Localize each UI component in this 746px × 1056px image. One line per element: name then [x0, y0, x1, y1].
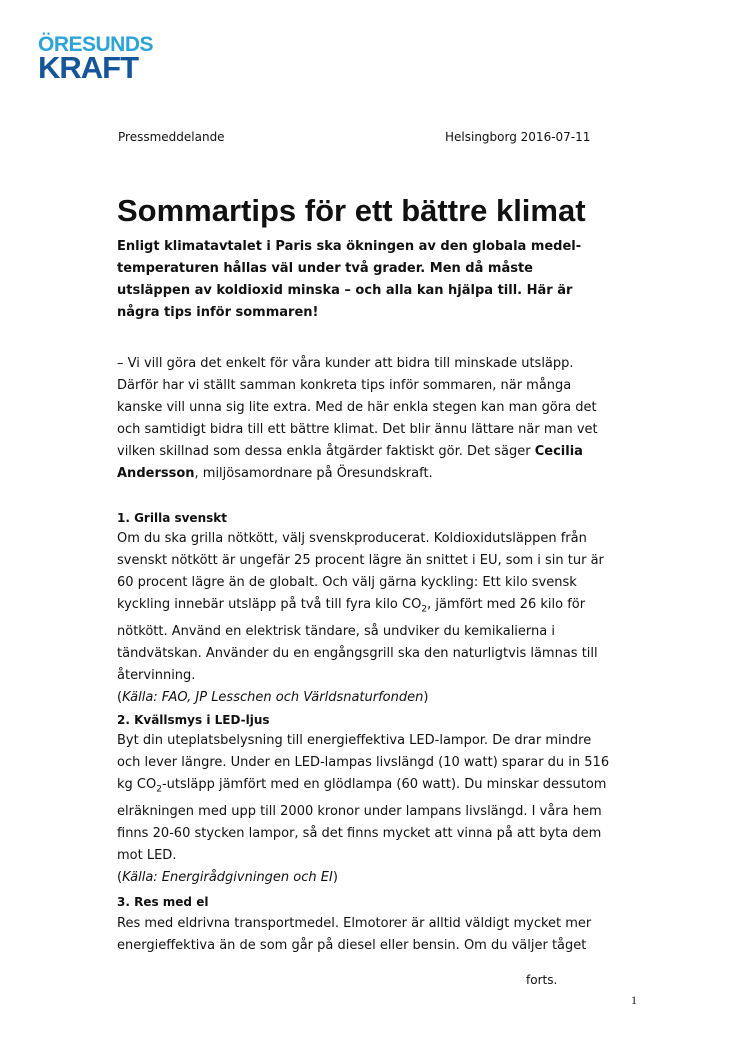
tip-2-source-close: )	[332, 869, 338, 885]
tip-2-source-text: Källa: Energirådgivningen och EI	[122, 869, 333, 885]
tip-2-text-before: Byt din uteplatsbelysning till energieffektiva LED-lampor. De drar mindre och lever längre. Under en LED-lampas livslängd (10 watt) sparar du in 516 kg CO	[117, 733, 610, 792]
tip-2-body	[117, 730, 612, 889]
tip-2-source	[117, 867, 612, 889]
tip-2-source-open: (	[117, 869, 123, 885]
tip-1-source-text: Källa: FAO, JP Lesschen och Världsnaturfonden	[122, 689, 424, 705]
document-type: Pressmeddelande	[118, 130, 225, 144]
tip-1-source-close: )	[423, 689, 429, 705]
logo-line-2: KRAFT	[38, 50, 139, 85]
tip-1-body	[117, 528, 612, 709]
quoted-person: Cecilia Andersson	[117, 444, 583, 481]
intro-text-after: , miljösamordnare på Öresundskraft.	[194, 466, 433, 481]
tip-1-source	[117, 687, 612, 709]
tip-2-heading: 2. Kvällsmys i LED-ljus	[117, 713, 270, 727]
tip-3-heading: 3. Res med el	[117, 895, 209, 909]
company-logo	[38, 34, 153, 83]
tip-1-text-before: Om du ska grilla nötkött, välj svenskproducerat. Koldioxidutsläppen från svenskt nötkött är ungefär 25 procent lägre än snittet i EU, som i sin tur är 60 procent lägre än de globalt. Och välj gärna kyckling: Ett kilo svensk kyckling innebär utsläpp på två till fyra kilo CO	[117, 531, 604, 612]
intro-text-before: – Vi vill göra det enkelt för våra kunder att bidra till minskade utsläpp. Därför har vi ställt samman konkreta tips inför sommaren, när många kanske vill unna sig lite extra. Med de här enkla stegen kan man göra det och samtidigt bidra till ett bättre klimat. Det blir ännu lättare när man vet vilken skillnad som dessa enkla åtgärder faktiskt gör. Det säger	[117, 356, 598, 459]
tip-2-text-after: -utsläpp jämfört med en glödlampa (60 watt). Du minskar dessutom elräkningen med upp till 2000 kronor under lampans livslängd. I våra hem finns 20-60 stycken lampor, så det finns mycket att vinna på att byta dem mot LED.	[117, 777, 607, 863]
tip-1-subscript: 2	[421, 604, 428, 615]
lead-paragraph: Enligt klimatavtalet i Paris ska ökningen av den globala medel-temperaturen hållas väl under två grader. Men då måste utsläppen av koldioxid minska – och alla kan hjälpa till. Här är några tips inför sommaren!	[117, 239, 582, 320]
page-number: 1	[631, 993, 637, 1007]
intro-paragraph	[117, 353, 612, 485]
continued-note: forts.	[526, 973, 558, 987]
logo-line-1: ÖRESUNDS	[38, 33, 154, 56]
tip-1-heading: 1. Grilla svenskt	[117, 511, 227, 525]
place-and-date: Helsingborg 2016-07-11	[445, 130, 591, 144]
tip-1-text-after: , jämfört med 26 kilo för nötkött. Använd en elektrisk tändare, så undviker du kemikalierna i tändvätskan. Använder du en engångsgrill ska den naturligtvis lämnas till återvinning.	[117, 597, 598, 683]
tip-3-body: Res med eldrivna transportmedel. Elmotorer är alltid väldigt mycket mer energieffektiva än de som går på diesel eller bensin. Om du väljer tåget	[117, 916, 592, 953]
page-title: Sommartips för ett bättre klimat	[117, 193, 586, 228]
tip-1-source-open: (	[117, 689, 123, 705]
tip-2-subscript: 2	[156, 784, 162, 795]
